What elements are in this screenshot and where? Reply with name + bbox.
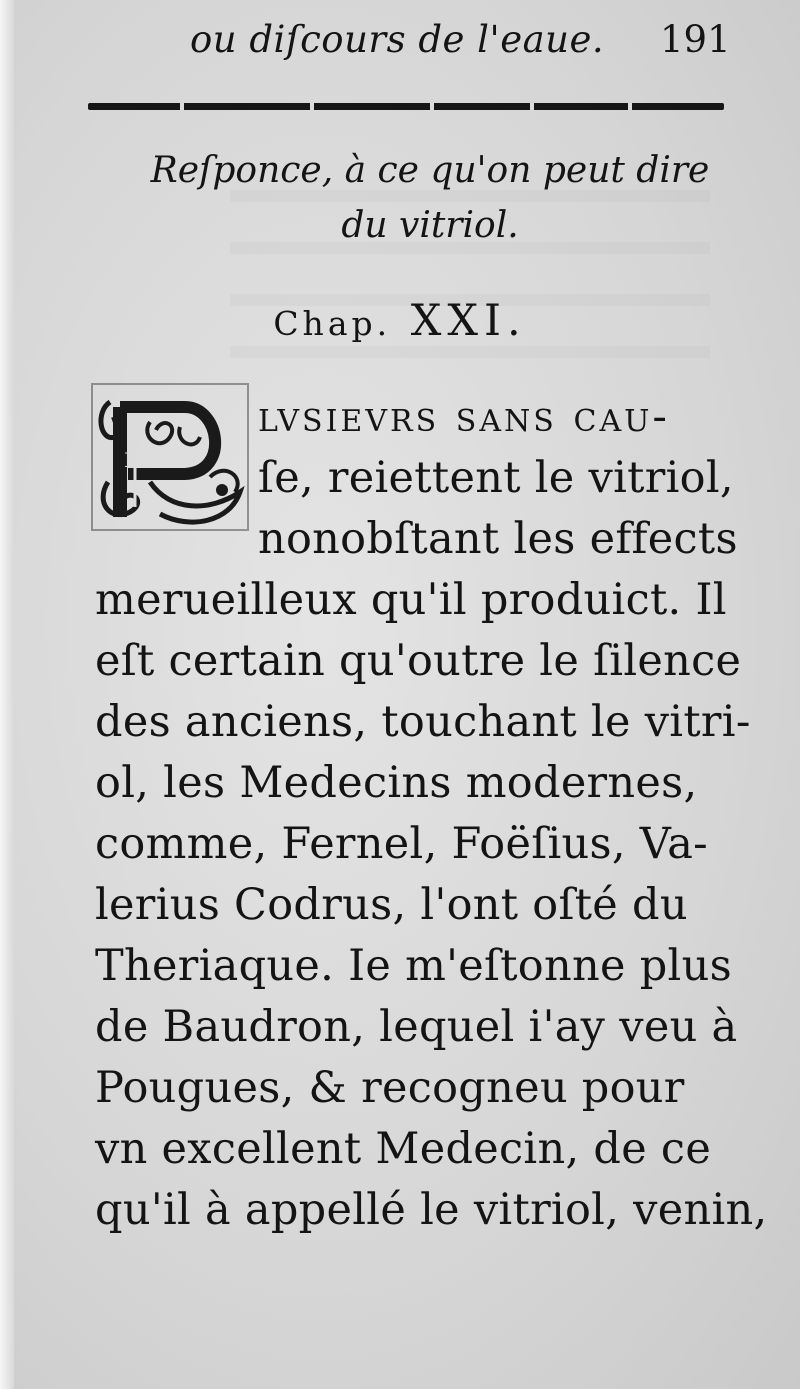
chapter-number bbox=[90, 296, 710, 346]
body-line-6: des anciens, touchant le vitri- bbox=[95, 697, 751, 747]
body-line-8: comme, Fernel, Foëſius, Va- bbox=[95, 819, 708, 869]
body-line-9: lerius Codrus, l'ont oſté du bbox=[95, 880, 688, 930]
page-edge bbox=[0, 0, 14, 1389]
body-line-11: de Baudron, lequel i'ay veu à bbox=[95, 1002, 738, 1052]
rule-break bbox=[530, 103, 534, 110]
body-line-14: qu'il à appellé le vitriol, venin, bbox=[95, 1185, 768, 1235]
body-line-13: vn excellent Medecin, de ce bbox=[95, 1124, 712, 1174]
body-line-1-text: lvsievrs ſans cau- bbox=[258, 392, 670, 442]
running-title: ou diſcours de l'eaue. bbox=[190, 18, 605, 61]
chapter-heading-line-1: Reſponce, à ce qu'on peut dire bbox=[150, 150, 710, 191]
body-line-12: Pougues, & recogneu pour bbox=[95, 1063, 685, 1113]
running-header bbox=[190, 12, 750, 72]
ornamental-initial-icon bbox=[90, 382, 250, 532]
body-line-4: merueilleux qu'il produict. Il bbox=[95, 575, 727, 625]
chapter-roman-numeral: XXI. bbox=[410, 296, 527, 346]
rule-break bbox=[180, 103, 184, 110]
chapter-heading-line-2: du vitriol. bbox=[341, 205, 519, 246]
initial-letter: P bbox=[124, 448, 138, 472]
body-line-2: ſe, reiettent le vitriol, bbox=[258, 453, 734, 503]
body-line-3: nonobſtant les effects bbox=[258, 514, 738, 564]
body-line-7: ol, les Medecins modernes, bbox=[95, 758, 698, 808]
page-number: 191 bbox=[660, 18, 731, 61]
rule-break bbox=[430, 103, 434, 110]
chapter-label: Chap. bbox=[273, 304, 392, 343]
body-line-10: Theriaque. Ie m'eſtonne plus bbox=[95, 941, 732, 991]
rule-break bbox=[310, 103, 314, 110]
body-line-1 bbox=[258, 392, 670, 442]
rule-break bbox=[628, 103, 632, 110]
body-line-5: eſt certain qu'outre le ſilence bbox=[95, 636, 742, 686]
